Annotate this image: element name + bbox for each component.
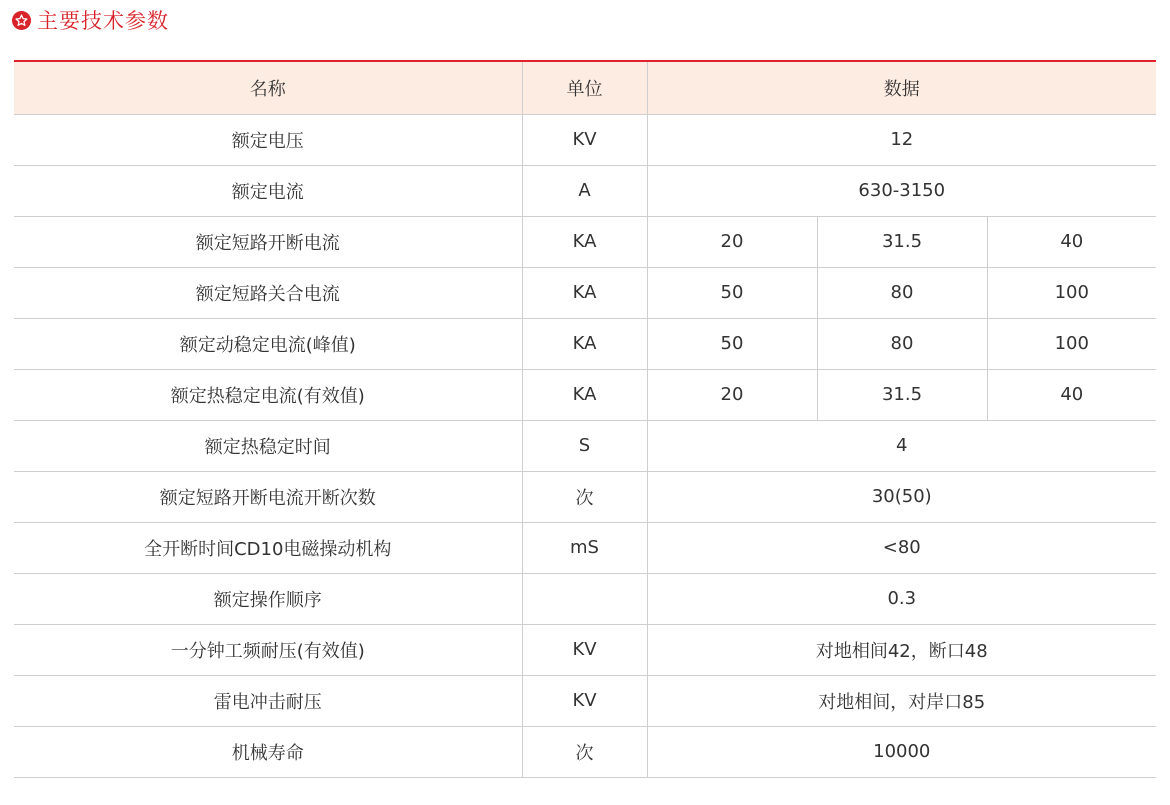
header-name: 名称 bbox=[14, 62, 522, 114]
param-value-cell: 630-3150 bbox=[647, 165, 1156, 216]
table-row bbox=[14, 573, 1156, 624]
param-value-cell: <80 bbox=[647, 522, 1156, 573]
table-row bbox=[14, 522, 1156, 573]
param-value-cell: 对地相间，对岸口85 bbox=[647, 675, 1156, 726]
param-value-cell: 80 bbox=[817, 267, 987, 318]
param-value-cell: 对地相间42，断口48 bbox=[647, 624, 1156, 675]
param-unit-cell: A bbox=[522, 165, 647, 216]
param-unit-cell: KA bbox=[522, 369, 647, 420]
param-value-cell: 20 bbox=[647, 369, 817, 420]
param-name-cell: 额定电压 bbox=[14, 114, 522, 165]
param-name-cell: 额定短路开断电流 bbox=[14, 216, 522, 267]
table-row bbox=[14, 420, 1156, 471]
section-title bbox=[12, 4, 169, 36]
table-row bbox=[14, 726, 1156, 777]
param-unit-cell: mS bbox=[522, 522, 647, 573]
param-value-cell: 40 bbox=[987, 369, 1156, 420]
param-value-cell: 30(50) bbox=[647, 471, 1156, 522]
param-value-cell: 80 bbox=[817, 318, 987, 369]
param-name-cell: 额定电流 bbox=[14, 165, 522, 216]
param-name-cell: 全开断时间CD10电磁操动机构 bbox=[14, 522, 522, 573]
table-row bbox=[14, 471, 1156, 522]
param-unit-cell: S bbox=[522, 420, 647, 471]
param-value-cell: 4 bbox=[647, 420, 1156, 471]
param-value-cell: 10000 bbox=[647, 726, 1156, 777]
param-name-cell: 雷电冲击耐压 bbox=[14, 675, 522, 726]
table-row bbox=[14, 114, 1156, 165]
param-value-cell: 50 bbox=[647, 267, 817, 318]
table-row bbox=[14, 675, 1156, 726]
table-row bbox=[14, 216, 1156, 267]
table-header-row bbox=[14, 62, 1156, 114]
table-row bbox=[14, 165, 1156, 216]
param-name-cell: 机械寿命 bbox=[14, 726, 522, 777]
param-value-cell: 20 bbox=[647, 216, 817, 267]
param-unit-cell: KV bbox=[522, 114, 647, 165]
param-value-cell: 50 bbox=[647, 318, 817, 369]
page-title: 主要技术参数 bbox=[37, 9, 169, 33]
star-icon bbox=[12, 11, 31, 30]
header-data: 数据 bbox=[647, 62, 1156, 114]
param-unit-cell: KA bbox=[522, 216, 647, 267]
param-value-cell: 100 bbox=[987, 318, 1156, 369]
param-name-cell: 额定短路关合电流 bbox=[14, 267, 522, 318]
param-unit-cell: KA bbox=[522, 318, 647, 369]
table-row bbox=[14, 267, 1156, 318]
param-name-cell: 额定热稳定电流(有效值) bbox=[14, 369, 522, 420]
param-unit-cell bbox=[522, 573, 647, 624]
param-value-cell: 31.5 bbox=[817, 369, 987, 420]
param-name-cell: 额定短路开断电流开断次数 bbox=[14, 471, 522, 522]
spec-table bbox=[14, 62, 1156, 778]
param-name-cell: 额定热稳定时间 bbox=[14, 420, 522, 471]
param-name-cell: 一分钟工频耐压(有效值) bbox=[14, 624, 522, 675]
param-unit-cell: KV bbox=[522, 624, 647, 675]
param-value-cell: 100 bbox=[987, 267, 1156, 318]
param-value-cell: 40 bbox=[987, 216, 1156, 267]
param-unit-cell: 次 bbox=[522, 726, 647, 777]
param-unit-cell: KV bbox=[522, 675, 647, 726]
param-unit-cell: KA bbox=[522, 267, 647, 318]
param-name-cell: 额定动稳定电流(峰值) bbox=[14, 318, 522, 369]
table-row bbox=[14, 369, 1156, 420]
table-row bbox=[14, 318, 1156, 369]
param-name-cell: 额定操作顺序 bbox=[14, 573, 522, 624]
table-row bbox=[14, 624, 1156, 675]
param-value-cell: 0.3 bbox=[647, 573, 1156, 624]
param-value-cell: 31.5 bbox=[817, 216, 987, 267]
param-unit-cell: 次 bbox=[522, 471, 647, 522]
header-unit: 单位 bbox=[522, 62, 647, 114]
param-value-cell: 12 bbox=[647, 114, 1156, 165]
